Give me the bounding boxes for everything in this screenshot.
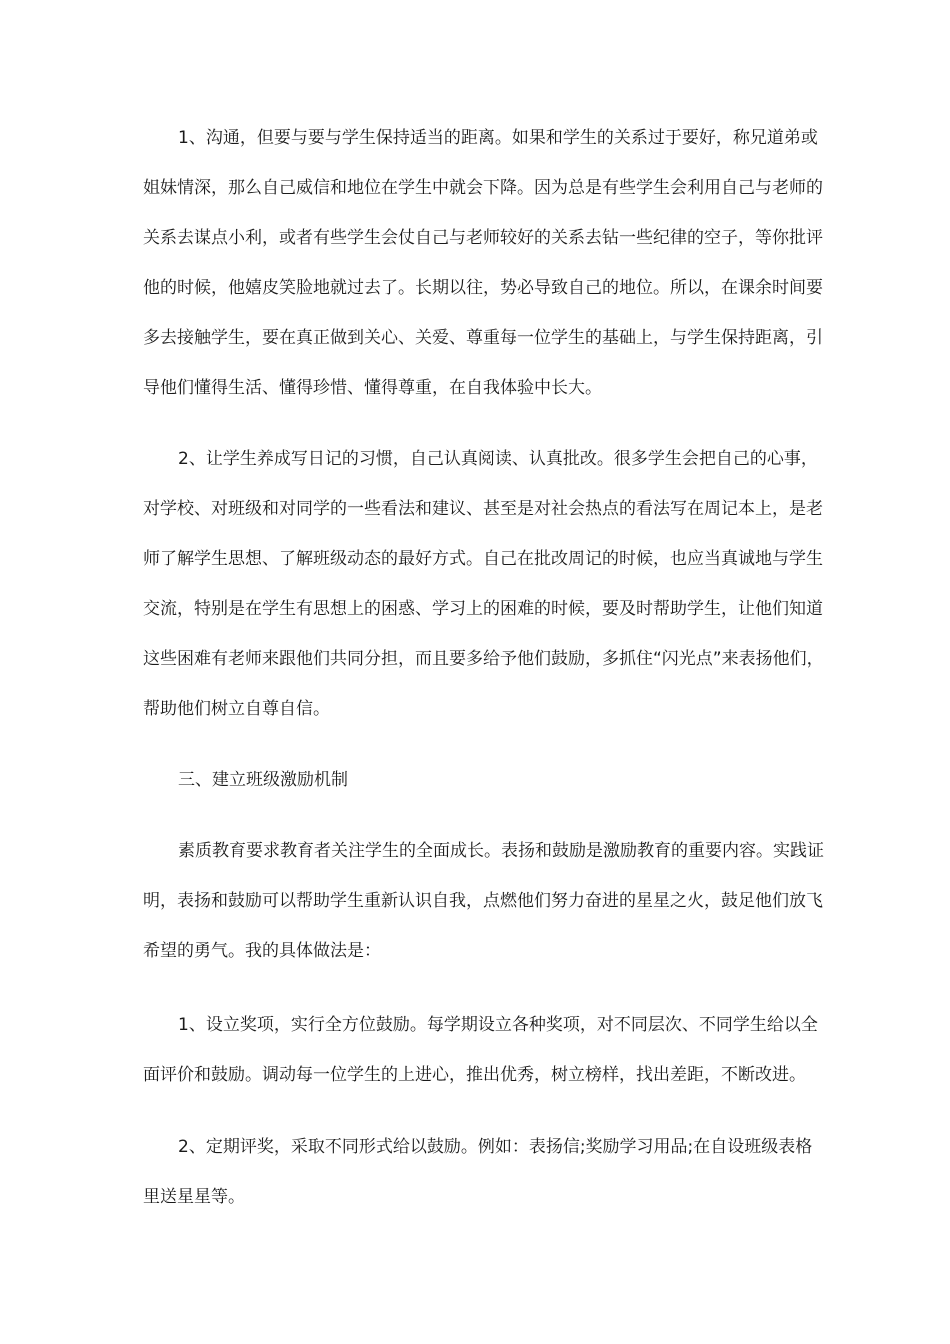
text-line: 帮助他们树立自尊自信。 [143, 699, 330, 719]
text-line: 面评价和鼓励。调动每一位学生的上进心，推出优秀，树立榜样，找出差距，不断改进。 [143, 1065, 806, 1085]
paragraph-awards [143, 1014, 818, 1114]
section-heading-text: 三、建立班级激励机制 [178, 770, 348, 790]
text-line: 素质教育要求教育者关注学生的全面成长。表扬和鼓励是激励教育的重要内容。实践证 [178, 841, 824, 861]
paragraph-diary [143, 448, 824, 748]
text-line: 希望的勇气。我的具体做法是： [143, 941, 381, 961]
paragraph-quality-education [143, 840, 824, 990]
text-line: 1、设立奖项，实行全方位鼓励。每学期设立各种奖项，对不同层次、不同学生给以全 [178, 1015, 818, 1035]
text-line: 明，表扬和鼓励可以帮助学生重新认识自我，点燃他们努力奋进的星星之火，鼓足他们放飞 [143, 891, 823, 911]
text-line: 1、沟通，但要与要与学生保持适当的距离。如果和学生的关系过于要好，称兄道弟或 [178, 128, 818, 148]
text-line: 师了解学生思想、了解班级动态的最好方式。自己在批改周记的时候，也应当真诚地与学生 [143, 549, 823, 569]
text-line: 2、让学生养成写日记的习惯，自己认真阅读、认真批改。很多学生会把自己的心事， [178, 449, 818, 469]
paragraph-regular-awards [143, 1136, 813, 1236]
text-line: 里送星星等。 [143, 1187, 245, 1207]
paragraph-communication [143, 127, 823, 427]
text-line: 他的时候，他嬉皮笑脸地就过去了。长期以往，势必导致自己的地位。所以，在课余时间要 [143, 278, 823, 298]
text-line: 对学校、对班级和对同学的一些看法和建议、甚至是对社会热点的看法写在周记本上，是老 [143, 499, 823, 519]
text-line: 关系去谋点小利，或者有些学生会仗自己与老师较好的关系去钻一些纪律的空子，等你批评 [143, 228, 823, 248]
text-line: 导他们懂得生活、懂得珍惜、懂得尊重，在自我体验中长大。 [143, 378, 602, 398]
text-line: 这些困难有老师来跟他们共同分担，而且要多给予他们鼓励，多抓住“闪光点”来表扬他们， [143, 649, 824, 669]
text-line: 多去接触学生，要在真正做到关心、关爱、尊重每一位学生的基础上，与学生保持距离，引 [143, 328, 823, 348]
text-line: 交流，特别是在学生有思想上的困惑、学习上的困难的时候，要及时帮助学生，让他们知道 [143, 599, 823, 619]
text-line: 2、定期评奖，采取不同形式给以鼓励。例如：表扬信;奖励学习用品;在自设班级表格 [178, 1137, 813, 1157]
text-line: 姐妹情深，那么自己威信和地位在学生中就会下降。因为总是有些学生会利用自己与老师的 [143, 178, 823, 198]
section-heading [143, 769, 809, 819]
